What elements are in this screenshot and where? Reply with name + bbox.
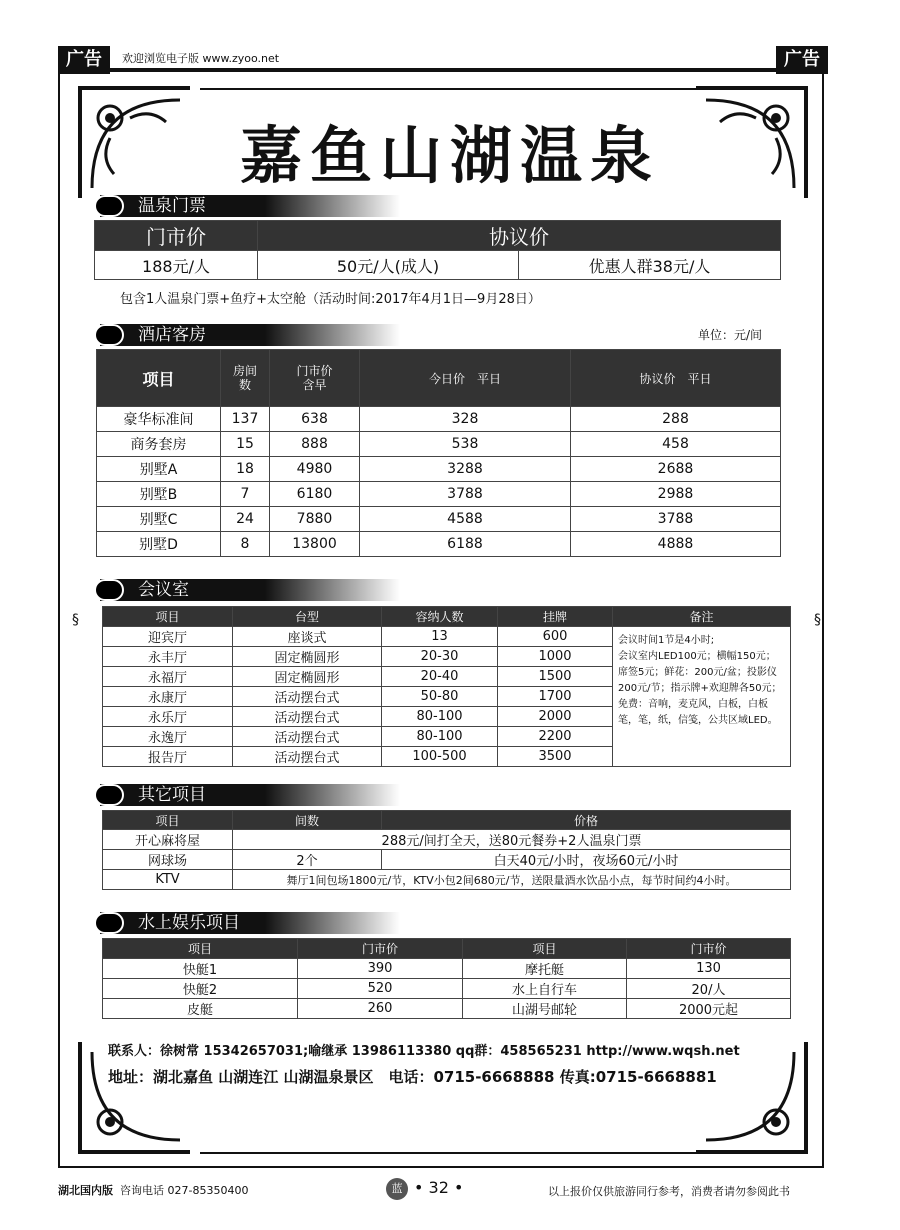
activity: 水上自行车 <box>463 979 627 999</box>
section-title: 其它项目 <box>138 785 206 805</box>
table-row <box>103 979 791 999</box>
ticket-header-agreement: 协议价 <box>258 221 781 251</box>
section-header-hotel <box>100 324 400 346</box>
price: 390 <box>298 959 463 979</box>
list-price: 2200 <box>498 727 613 747</box>
price: 260 <box>298 999 463 1019</box>
side-ornament-right-icon: § <box>814 612 821 628</box>
capacity: 80-100 <box>382 727 498 747</box>
today-price: 3288 <box>360 457 571 482</box>
hotel-header-agreement: 协议价 平日 <box>571 350 781 407</box>
other-header-price: 价格 <box>382 811 791 830</box>
retail-price: 6180 <box>270 482 360 507</box>
retail-price: 7880 <box>270 507 360 532</box>
capacity: 80-100 <box>382 707 498 727</box>
list-price: 1500 <box>498 667 613 687</box>
capacity: 20-30 <box>382 647 498 667</box>
hotel-header-item: 项目 <box>97 350 221 407</box>
water-header: 项目 <box>103 939 298 959</box>
water-table <box>102 938 791 1019</box>
site-text: 欢迎浏览电子版 www.zyoo.net <box>122 52 280 65</box>
hotel-unit: 单位：元/间 <box>698 328 763 342</box>
layout: 固定椭圆形 <box>233 667 382 687</box>
table-row <box>103 627 791 647</box>
activity: 皮艇 <box>103 999 298 1019</box>
retail-price: 888 <box>270 432 360 457</box>
room-count: 15 <box>221 432 270 457</box>
section-header-ticket <box>100 195 400 217</box>
bullet-icon <box>94 324 124 346</box>
table-row <box>97 407 781 432</box>
room-type: 别墅B <box>97 482 221 507</box>
room-count: 18 <box>221 457 270 482</box>
layout: 固定椭圆形 <box>233 647 382 667</box>
price: 130 <box>627 959 791 979</box>
page-number: • 32 • <box>414 1178 464 1197</box>
bullet-icon <box>94 912 124 934</box>
price: 2000元起 <box>627 999 791 1019</box>
layout: 活动摆台式 <box>233 707 382 727</box>
section-title: 酒店客房 <box>138 325 206 345</box>
list-price: 2000 <box>498 707 613 727</box>
room-name: 永逸厅 <box>103 727 233 747</box>
meeting-note: 会议时间1节是4小时; 会议室内LED100元；横幅150元；席签5元；鲜花：200元/盆；投影仪200元/节；指示牌+欢迎牌各50元； 免费：音响，麦克风，白板，白板笔，笔，纸，信笺，公共区域LED。 <box>613 627 791 767</box>
price: 520 <box>298 979 463 999</box>
meeting-table <box>102 606 791 767</box>
room-type: 别墅C <box>97 507 221 532</box>
ad-tag-left: 广告 <box>58 46 110 74</box>
section-title: 会议室 <box>138 580 189 600</box>
footer-left <box>58 1182 248 1198</box>
section-header-meeting <box>100 579 400 601</box>
activity: 快艇2 <box>103 979 298 999</box>
other-item: 开心麻将屋 <box>103 830 233 850</box>
list-price: 3500 <box>498 747 613 767</box>
table-row <box>103 850 791 870</box>
room-type: 豪华标准间 <box>97 407 221 432</box>
ticket-header-retail: 门市价 <box>95 221 258 251</box>
agreement-price: 458 <box>571 432 781 457</box>
meeting-header: 挂牌 <box>498 607 613 627</box>
list-price: 600 <box>498 627 613 647</box>
table-row <box>97 507 781 532</box>
retail-price: 4980 <box>270 457 360 482</box>
today-price: 328 <box>360 407 571 432</box>
footer-phone: 咨询电话 027-85350400 <box>120 1184 249 1197</box>
retail-price: 638 <box>270 407 360 432</box>
ticket-table <box>94 220 781 280</box>
room-name: 永丰厅 <box>103 647 233 667</box>
other-table <box>102 810 791 890</box>
table-row <box>103 999 791 1019</box>
agreement-price: 2688 <box>571 457 781 482</box>
room-type: 别墅A <box>97 457 221 482</box>
section-title: 温泉门票 <box>138 196 206 216</box>
water-header: 项目 <box>463 939 627 959</box>
layout: 座谈式 <box>233 627 382 647</box>
table-row <box>103 959 791 979</box>
bullet-icon <box>94 195 124 217</box>
bullet-icon <box>94 579 124 601</box>
address-line: 地址：湖北嘉鱼 山湖连江 山湖温泉景区 电话：0715-6668888 传真:0715-6668881 <box>108 1068 717 1086</box>
ticket-discount-price: 优惠人群38元/人 <box>519 251 781 280</box>
water-header: 门市价 <box>298 939 463 959</box>
other-item: 网球场 <box>103 850 233 870</box>
label: 数 <box>238 378 251 392</box>
bottom-ornament-rule <box>200 1152 700 1154</box>
price: 20/人 <box>627 979 791 999</box>
section-header-other <box>100 784 400 806</box>
other-header-count: 间数 <box>233 811 382 830</box>
list-price: 1700 <box>498 687 613 707</box>
agreement-price: 288 <box>571 407 781 432</box>
side-ornament-left-icon: § <box>72 612 79 628</box>
label: 门市价 <box>296 364 333 378</box>
room-name: 永福厅 <box>103 667 233 687</box>
other-price: 288元/间打全天，送80元餐券+2人温泉门票 <box>233 830 791 850</box>
other-item: KTV <box>103 870 233 890</box>
room-name: 永乐厅 <box>103 707 233 727</box>
agreement-price: 4888 <box>571 532 781 557</box>
retail-price: 13800 <box>270 532 360 557</box>
meeting-header: 项目 <box>103 607 233 627</box>
hotel-table <box>96 349 781 557</box>
today-price: 4588 <box>360 507 571 532</box>
table-row <box>97 432 781 457</box>
table-row <box>97 532 781 557</box>
agreement-price: 2988 <box>571 482 781 507</box>
agreement-price: 3788 <box>571 507 781 532</box>
other-price: 白天40元/小时，夜场60元/小时 <box>382 850 791 870</box>
section-title: 水上娱乐项目 <box>138 913 240 933</box>
activity: 快艇1 <box>103 959 298 979</box>
room-count: 137 <box>221 407 270 432</box>
top-ornament-rule <box>200 88 700 90</box>
capacity: 50-80 <box>382 687 498 707</box>
ticket-note: 包含1人温泉门票+鱼疗+太空舱（活动时间:2017年4月1日—9月28日） <box>120 292 541 307</box>
room-count: 8 <box>221 532 270 557</box>
ticket-retail-price: 188元/人 <box>95 251 258 280</box>
section-header-water <box>100 912 400 934</box>
capacity: 20-40 <box>382 667 498 687</box>
activity: 山湖号邮轮 <box>463 999 627 1019</box>
room-type: 商务套房 <box>97 432 221 457</box>
other-price: 舞厅1间包场1800元/节，KTV小包2间680元/节，送限量酒水饮品小点，每节时间约4小时。 <box>233 870 791 890</box>
room-count: 7 <box>221 482 270 507</box>
today-price: 6188 <box>360 532 571 557</box>
water-header: 门市价 <box>627 939 791 959</box>
page-number-value: 32 <box>428 1178 449 1197</box>
meeting-header: 台型 <box>233 607 382 627</box>
contact-line: 联系人：徐树常 15342657031;喻继承 13986113380 qq群：458565231 http://www.wqsh.net <box>108 1044 740 1059</box>
other-header-item: 项目 <box>103 811 233 830</box>
layout: 活动摆台式 <box>233 727 382 747</box>
other-count: 2个 <box>233 850 382 870</box>
meeting-header: 容纳人数 <box>382 607 498 627</box>
meeting-header: 备注 <box>613 607 791 627</box>
today-price: 3788 <box>360 482 571 507</box>
page-badge-icon: 蓝 <box>386 1178 408 1200</box>
layout: 活动摆台式 <box>233 747 382 767</box>
hotel-header-retail <box>270 350 360 407</box>
table-row <box>103 870 791 890</box>
room-name: 永康厅 <box>103 687 233 707</box>
ad-tag-right: 广告 <box>776 46 828 74</box>
room-name: 报告厅 <box>103 747 233 767</box>
table-row <box>103 830 791 850</box>
ticket-adult-price: 50元/人(成人) <box>258 251 519 280</box>
room-name: 迎宾厅 <box>103 627 233 647</box>
footer-right: 以上报价仅供旅游同行参考，消费者请勿参阅此书 <box>548 1185 790 1198</box>
room-type: 别墅D <box>97 532 221 557</box>
page-title: 嘉鱼山湖温泉 <box>239 119 660 192</box>
label: 房间 <box>232 364 257 378</box>
capacity: 100-500 <box>382 747 498 767</box>
hotel-header-rooms <box>221 350 270 407</box>
bullet-icon <box>94 784 124 806</box>
list-price: 1000 <box>498 647 613 667</box>
room-count: 24 <box>221 507 270 532</box>
table-row <box>97 457 781 482</box>
today-price: 538 <box>360 432 571 457</box>
table-row <box>97 482 781 507</box>
activity: 摩托艇 <box>463 959 627 979</box>
capacity: 13 <box>382 627 498 647</box>
hotel-header-today: 今日价 平日 <box>360 350 571 407</box>
footer-edition: 湖北国内版 <box>58 1184 113 1197</box>
label: 含早 <box>302 378 327 392</box>
layout: 活动摆台式 <box>233 687 382 707</box>
